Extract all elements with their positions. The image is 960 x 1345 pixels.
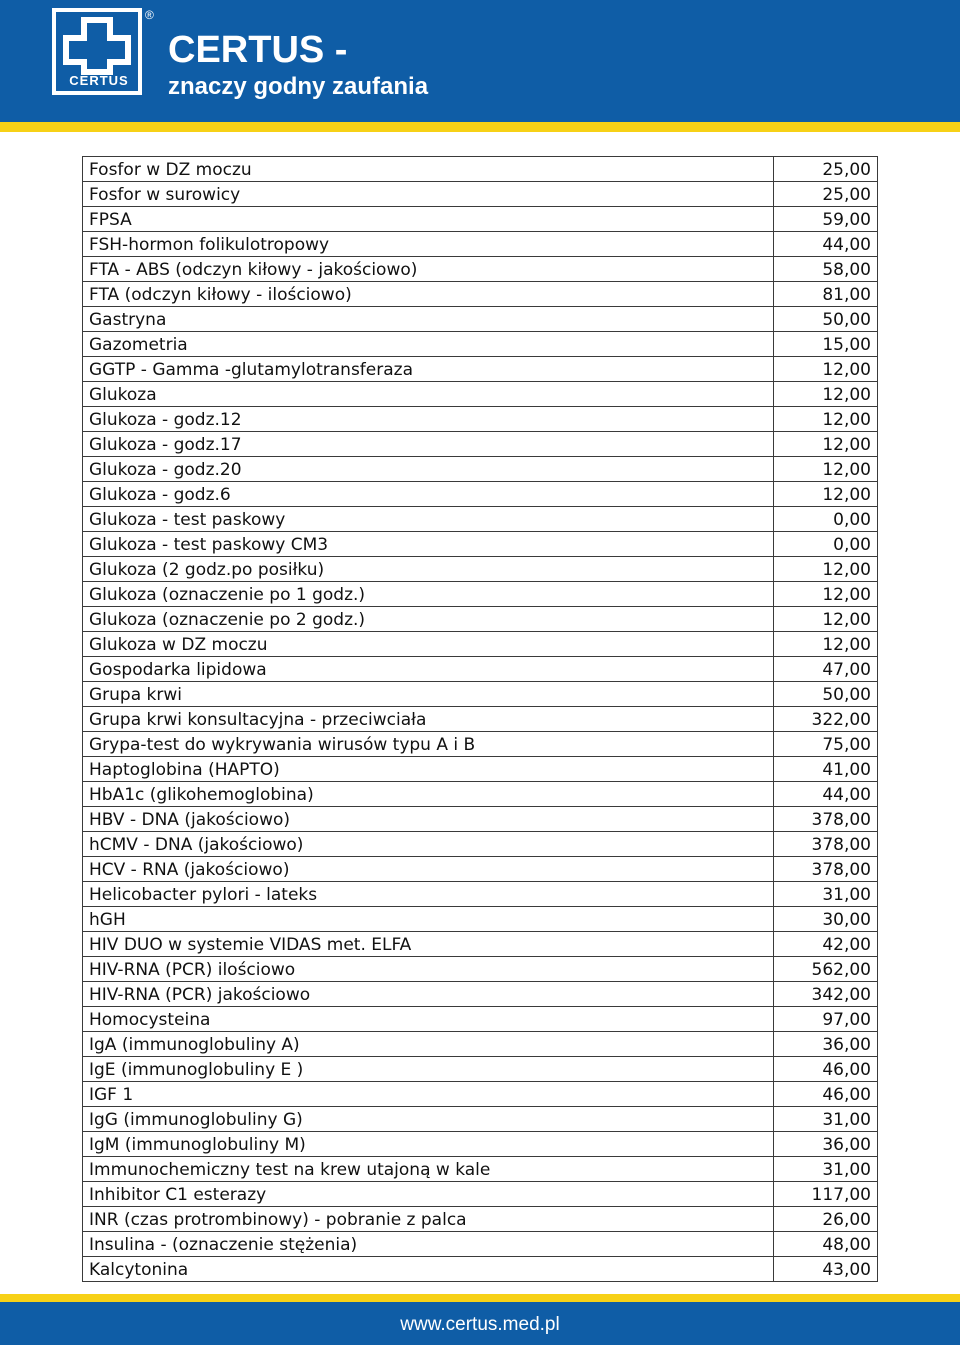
- test-price-cell: 26,00: [774, 1207, 878, 1232]
- test-name-cell: Glukoza (2 godz.po posiłku): [83, 557, 774, 582]
- price-list-body: [83, 157, 878, 1282]
- test-price-cell: 44,00: [774, 782, 878, 807]
- test-name-cell: Glukoza - godz.17: [83, 432, 774, 457]
- test-name-cell: Glukoza (oznaczenie po 1 godz.): [83, 582, 774, 607]
- table-row: [83, 207, 878, 232]
- test-name-cell: Glukoza: [83, 382, 774, 407]
- test-name-cell: Insulina - (oznaczenie stężenia): [83, 1232, 774, 1257]
- table-row: [83, 1082, 878, 1107]
- test-name-cell: IgE (immunoglobuliny E ): [83, 1057, 774, 1082]
- table-row: [83, 982, 878, 1007]
- test-name-cell: Homocysteina: [83, 1007, 774, 1032]
- test-price-cell: 43,00: [774, 1257, 878, 1282]
- table-row: [83, 857, 878, 882]
- table-row: [83, 257, 878, 282]
- test-name-cell: HBV - DNA (jakościowo): [83, 807, 774, 832]
- test-price-cell: 50,00: [774, 307, 878, 332]
- test-price-cell: 378,00: [774, 832, 878, 857]
- test-name-cell: Gazometria: [83, 332, 774, 357]
- table-row: [83, 932, 878, 957]
- table-row: [83, 782, 878, 807]
- table-row: [83, 432, 878, 457]
- table-row: [83, 1207, 878, 1232]
- table-row: [83, 1107, 878, 1132]
- test-price-cell: 322,00: [774, 707, 878, 732]
- test-name-cell: Glukoza - godz.12: [83, 407, 774, 432]
- test-price-cell: 25,00: [774, 157, 878, 182]
- test-price-cell: 12,00: [774, 632, 878, 657]
- certus-logo: [52, 8, 142, 95]
- header-accent-stripe: [0, 122, 960, 132]
- test-name-cell: Inhibitor C1 esterazy: [83, 1182, 774, 1207]
- brand-name: CERTUS -: [168, 29, 348, 71]
- test-name-cell: Kalcytonina: [83, 1257, 774, 1282]
- table-row: [83, 182, 878, 207]
- test-name-cell: Haptoglobina (HAPTO): [83, 757, 774, 782]
- table-row: [83, 1157, 878, 1182]
- test-name-cell: Gastryna: [83, 307, 774, 332]
- test-name-cell: FSH-hormon folikulotropowy: [83, 232, 774, 257]
- table-row: [83, 532, 878, 557]
- test-price-cell: 378,00: [774, 857, 878, 882]
- test-price-cell: 75,00: [774, 732, 878, 757]
- test-price-cell: 31,00: [774, 882, 878, 907]
- test-price-cell: 46,00: [774, 1082, 878, 1107]
- test-name-cell: hGH: [83, 907, 774, 932]
- table-row: [83, 1232, 878, 1257]
- test-name-cell: Fosfor w surowicy: [83, 182, 774, 207]
- table-row: [83, 232, 878, 257]
- test-price-cell: 36,00: [774, 1132, 878, 1157]
- table-row: [83, 307, 878, 332]
- test-price-cell: 48,00: [774, 1232, 878, 1257]
- test-price-cell: 47,00: [774, 657, 878, 682]
- table-row: [83, 832, 878, 857]
- test-name-cell: Fosfor w DZ moczu: [83, 157, 774, 182]
- table-row: [83, 757, 878, 782]
- test-price-cell: 50,00: [774, 682, 878, 707]
- header-bar: [0, 0, 960, 122]
- test-price-cell: 12,00: [774, 407, 878, 432]
- test-name-cell: Glukoza w DZ moczu: [83, 632, 774, 657]
- test-price-cell: 59,00: [774, 207, 878, 232]
- test-price-cell: 0,00: [774, 507, 878, 532]
- test-name-cell: Grupa krwi konsultacyjna - przeciwciała: [83, 707, 774, 732]
- table-row: [83, 682, 878, 707]
- test-price-cell: 97,00: [774, 1007, 878, 1032]
- test-name-cell: Helicobacter pylori - lateks: [83, 882, 774, 907]
- test-price-cell: 378,00: [774, 807, 878, 832]
- test-price-cell: 12,00: [774, 382, 878, 407]
- test-price-cell: 12,00: [774, 557, 878, 582]
- test-name-cell: Grypa-test do wykrywania wirusów typu A i B: [83, 732, 774, 757]
- price-list-table: [82, 156, 878, 1282]
- test-price-cell: 117,00: [774, 1182, 878, 1207]
- test-name-cell: hCMV - DNA (jakościowo): [83, 832, 774, 857]
- test-price-cell: 12,00: [774, 582, 878, 607]
- test-price-cell: 12,00: [774, 607, 878, 632]
- test-price-cell: 25,00: [774, 182, 878, 207]
- registered-trademark: ®: [145, 8, 154, 22]
- table-row: [83, 657, 878, 682]
- table-row: [83, 632, 878, 657]
- table-row: [83, 357, 878, 382]
- table-row: [83, 457, 878, 482]
- table-row: [83, 407, 878, 432]
- test-price-cell: 36,00: [774, 1032, 878, 1057]
- table-row: [83, 1132, 878, 1157]
- test-price-cell: 12,00: [774, 432, 878, 457]
- test-price-cell: 342,00: [774, 982, 878, 1007]
- table-row: [83, 157, 878, 182]
- table-row: [83, 807, 878, 832]
- footer-website-link[interactable]: www.certus.med.pl: [400, 1314, 560, 1335]
- test-name-cell: Gospodarka lipidowa: [83, 657, 774, 682]
- test-name-cell: HIV-RNA (PCR) jakościowo: [83, 982, 774, 1007]
- table-row: [83, 1007, 878, 1032]
- test-price-cell: 44,00: [774, 232, 878, 257]
- table-row: [83, 1257, 878, 1282]
- test-price-cell: 42,00: [774, 932, 878, 957]
- test-price-cell: 12,00: [774, 357, 878, 382]
- test-name-cell: IgA (immunoglobuliny A): [83, 1032, 774, 1057]
- test-price-cell: 41,00: [774, 757, 878, 782]
- test-name-cell: Grupa krwi: [83, 682, 774, 707]
- table-row: [83, 732, 878, 757]
- test-price-cell: 31,00: [774, 1157, 878, 1182]
- test-name-cell: IgM (immunoglobuliny M): [83, 1132, 774, 1157]
- test-price-cell: 0,00: [774, 532, 878, 557]
- test-name-cell: Glukoza - test paskowy: [83, 507, 774, 532]
- table-row: [83, 482, 878, 507]
- table-row: [83, 507, 878, 532]
- test-name-cell: Glukoza (oznaczenie po 2 godz.): [83, 607, 774, 632]
- test-price-cell: 12,00: [774, 457, 878, 482]
- footer-accent-stripe: [0, 1294, 960, 1302]
- test-name-cell: Glukoza - godz.20: [83, 457, 774, 482]
- table-row: [83, 1057, 878, 1082]
- test-price-cell: 15,00: [774, 332, 878, 357]
- test-price-cell: 46,00: [774, 1057, 878, 1082]
- test-price-cell: 31,00: [774, 1107, 878, 1132]
- test-price-cell: 58,00: [774, 257, 878, 282]
- brand-tagline: znaczy godny zaufania: [168, 73, 429, 100]
- table-row: [83, 607, 878, 632]
- table-row: [83, 382, 878, 407]
- table-row: [83, 282, 878, 307]
- table-row: [83, 332, 878, 357]
- logo-wordmark: CERTUS: [69, 73, 129, 88]
- table-row: [83, 582, 878, 607]
- test-name-cell: INR (czas protrombinowy) - pobranie z palca: [83, 1207, 774, 1232]
- table-row: [83, 1032, 878, 1057]
- test-price-cell: 81,00: [774, 282, 878, 307]
- test-name-cell: HbA1c (glikohemoglobina): [83, 782, 774, 807]
- test-name-cell: IGF 1: [83, 1082, 774, 1107]
- table-row: [83, 882, 878, 907]
- test-name-cell: HCV - RNA (jakościowo): [83, 857, 774, 882]
- test-name-cell: Immunochemiczny test na krew utajoną w kale: [83, 1157, 774, 1182]
- test-name-cell: FTA - ABS (odczyn kiłowy - jakościowo): [83, 257, 774, 282]
- test-name-cell: HIV DUO w systemie VIDAS met. ELFA: [83, 932, 774, 957]
- test-name-cell: GGTP - Gamma -glutamylotransferaza: [83, 357, 774, 382]
- test-name-cell: Glukoza - godz.6: [83, 482, 774, 507]
- table-row: [83, 707, 878, 732]
- test-name-cell: FPSA: [83, 207, 774, 232]
- test-name-cell: IgG (immunoglobuliny G): [83, 1107, 774, 1132]
- table-row: [83, 1182, 878, 1207]
- test-name-cell: HIV-RNA (PCR) ilościowo: [83, 957, 774, 982]
- test-name-cell: Glukoza - test paskowy CM3: [83, 532, 774, 557]
- test-name-cell: FTA (odczyn kiłowy - ilościowo): [83, 282, 774, 307]
- test-price-cell: 12,00: [774, 482, 878, 507]
- table-row: [83, 557, 878, 582]
- table-row: [83, 907, 878, 932]
- test-price-cell: 30,00: [774, 907, 878, 932]
- test-price-cell: 562,00: [774, 957, 878, 982]
- table-row: [83, 957, 878, 982]
